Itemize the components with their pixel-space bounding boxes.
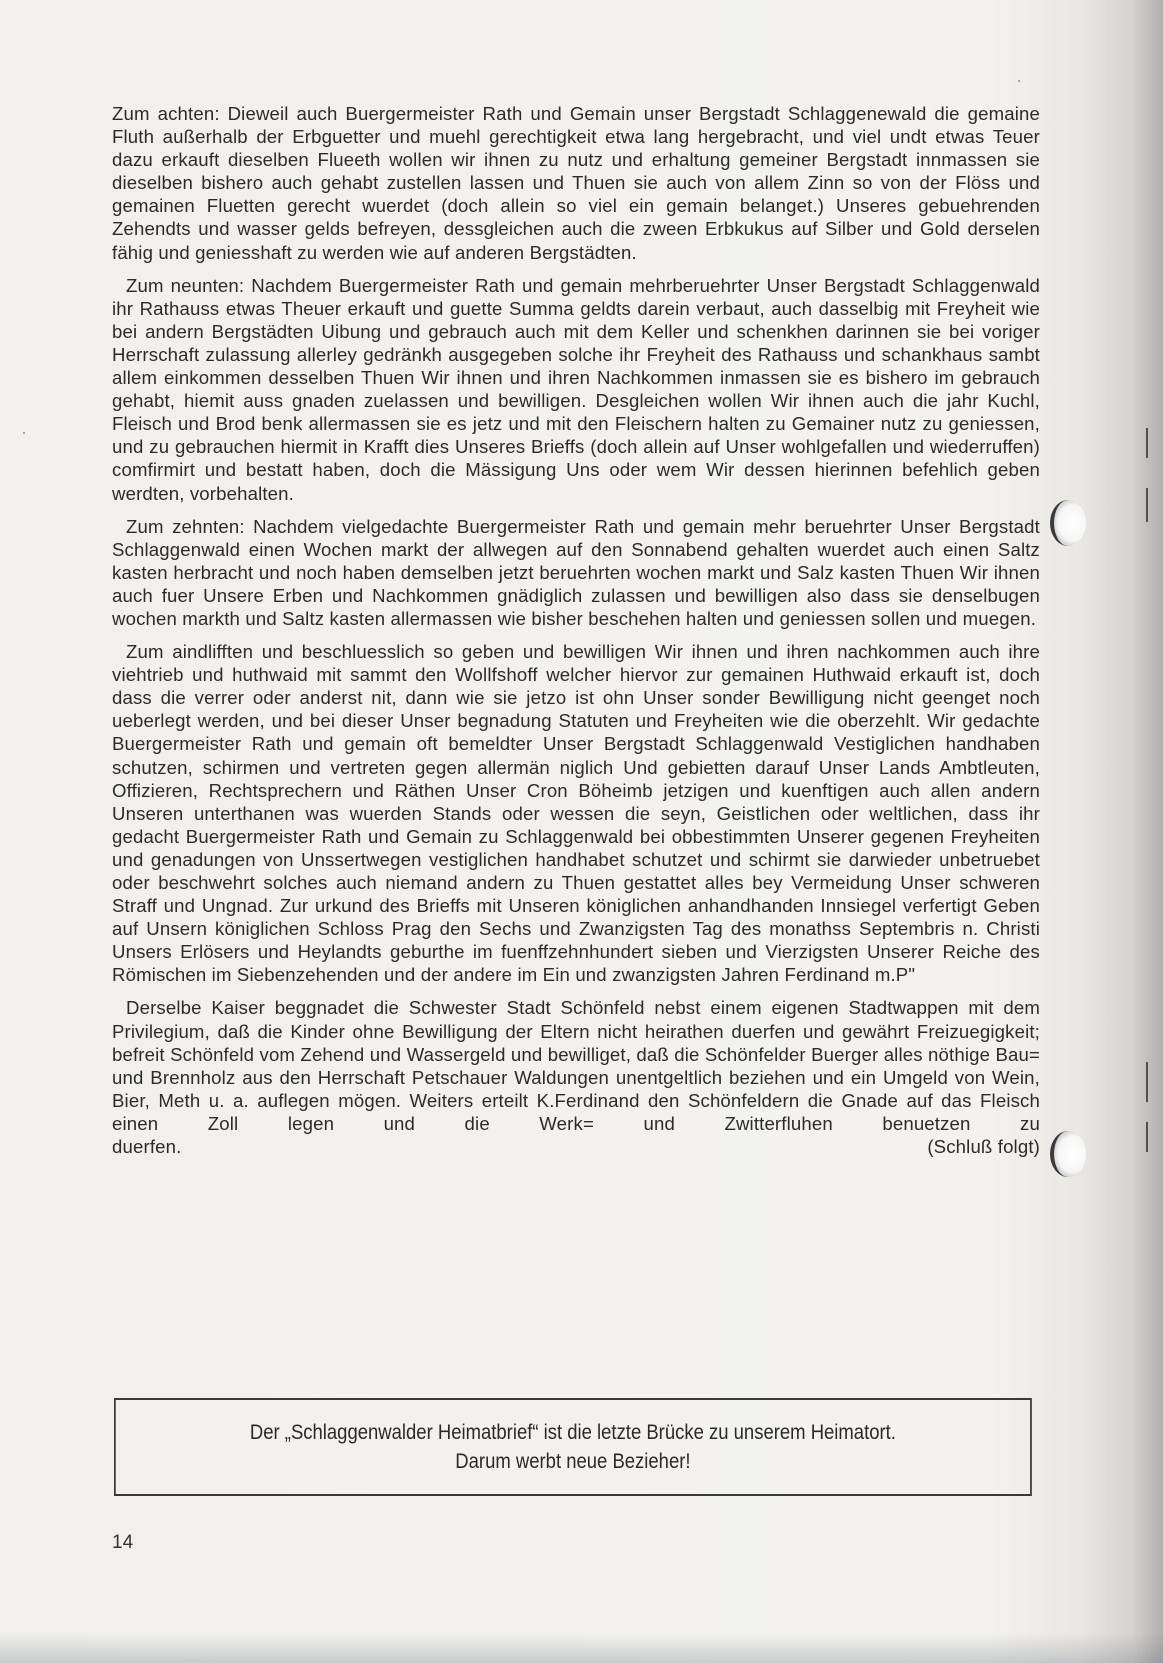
notice-line-1: Der „Schlaggenwalder Heimatbrief“ ist die letzte Brücke zu unserem Heimatort. bbox=[249, 1421, 896, 1444]
paper-fleck bbox=[23, 432, 25, 434]
page-edge-shadow bbox=[1133, 0, 1163, 1663]
paragraph-schoenfeld: Derselbe Kaiser beggnadet die Schwester Stadt Schönfeld nebst einem eigenen Stadtwappen mit dem Privilegium, daß die Kinder ohne Bewilligung der Eltern nicht heirathen duerfen und gewährt Freizuegigkeit; befreit Schönfeld vom Zehend und Wassergeld und bewilliget, daß die Schönfelder Buerger alles nöthige Bau= und Brennholz aus den Herrschaft Petschauer Waldungen unentgeltlich beziehen und ein Umgeld von Wein, Bier, Meth u. a. auflegen mögen. Weiters erteilt K.Ferdinand den Schönfeldern die Gnade auf das Fleisch einen Zoll legen und die Werk= und Zwitterfluhen benuetzen zu bbox=[112, 997, 1040, 1134]
closing-last-word: duerfen. bbox=[112, 1136, 182, 1158]
paragraph-neunten: Zum neunten: Nachdem Buergermeister Rath und gemain mehrberuehrter Unser Bergstadt Schlaggenwald ihr Rathauss etwas Theuer erkauft und guette Summa geldts darein verbaut, auch dasselbig mit Freyheit wie bei andern Bergstädten Uibung und gebrauch auch mit dem Keller und schenkhen darinnen sie bei voriger Herrschaft zulassung allerley gedränkh ausgegeben solche ihr Freyheit des Rathauss und schankhaus sambt allem einkommen desselben Thuen Wir ihnen und ihren Nachkommen inmassen sie es bishero im gebrauch gehabt, hiemit auss gnaden zuelassen und bewilligen. Desgleichen wollen Wir ihnen auch die jahr Kuchl, Fleisch und Brod benk allermassen sie es jetz und mit den Fleischern halten zu Gemainer nutz zu geniessen, und zu gebrauchen hiermit in Krafft dies Unseres Brieffs (doch allein auf Unser wohlgefallen und wiederruffen) comfirmirt und bestatt haben, doch die Mässigung Uns oder wem Wir dessen hierinnen befehlich geben werdten, vorbehalten. bbox=[112, 274, 1040, 504]
subscription-notice-box bbox=[114, 1398, 1032, 1496]
punch-hole-lower bbox=[1050, 1131, 1086, 1177]
punch-hole-upper bbox=[1050, 500, 1086, 546]
page-number: 14 bbox=[112, 1532, 134, 1553]
paper-fleck bbox=[1018, 80, 1020, 82]
paragraph-achten: Zum achten: Dieweil auch Buergermeister Rath und Gemain unser Bergstadt Schlaggenewald die gemaine Fluth außerhalb der Erbguetter und muehl gerechtigkeit etwa lang hergebracht, und viel undt etwas Teuer dazu erkauft dieselben Flueeth wollen wir ihnen zu nutz und erhaltung gemeiner Bergstadt innmassen sie dieselben bishero auch gehabt zustellen lassen und Thuen sie auch von allem Zinn so von der Flöss und gemainen Fluetten gerecht wuerdet (doch allein so viel ein gemain belanget.) Unseres gebuehrenden Zehendts und wasser gelds befreyen, dessgleichen auch die zween Erbkukus auf Silber und Gold derselen fähig und geniesshaft zu werden wie auf anderen Bergstädten. bbox=[112, 103, 1040, 263]
notice-line-2: Darum werbt neue Bezieher! bbox=[455, 1450, 691, 1473]
continued-note: (Schluß folgt) bbox=[927, 1136, 1040, 1158]
article-body bbox=[112, 102, 1040, 1158]
paragraph-zehnten: Zum zehnten: Nachdem vielgedachte Buergermeister Rath und gemain mehr beruehrter Unser Bergstadt Schlaggenwald einen Wochen markt der allwegen auf den Sonnabend gehalten wuerdet auch einen Saltz kasten herbracht und noch haben demselben jetzt beruehrten wochen markt und Salz kasten Thuen Wir ihnen auch fuer Unsere Erben und Nachkommen gnädiglich zulassen und bewilligen also dass sie denselbugen wochen markth und Saltz kasten allermassen wie bisher beschehen halten und geniessen sollen und muegen. bbox=[112, 515, 1040, 629]
paragraph-aindlifften: Zum aindlifften und beschluesslich so geben und bewilligen Wir ihnen und ihren nachkommen auch ihre viehtrieb und huthwaid mit sammt den Wollfshoff welcher hiervor zur gemainen Huthwaid erkauft ist, doch dass die verrer oder anderst nit, dann wie sie jetzo ist ohn Unser sonder Bewilligung nicht geenget noch ueberlegt werden, und bei dieser Unser begnadung Statuten und Freyheiten wie die oberzehlt. Wir gedachte Buergermeister Rath und gemain oft bemeldter Unser Bergstadt Schlaggenwald Vestiglichen handhaben schutzen, schirmen und vertreten gegen allermän niglich Und gebietten darauf Unser Lands Ambtleuten, Offizieren, Rechtsprechern und Räthen Unser Cron Böheimb jetzigen und kuenftigen auch allen andern Unseren unterthanen was wuerden Stands oder wessen die seyn, Geistlichen oder weltlichen, dass ihr gedacht Buergermeister Rath und Gemain zu Schlaggenwald bei obbestimmten Unserer gegenen Freyheiten und genadungen von Unssertwegen vestiglichen handhabet schutzet und schirmt sie darwieder unbetruebet oder beschwehrt solches auch niemand andern zu Thuen gestattet alles bey Vermeidung Unser schweren Straff und Ungnad. Zur urkund des Brieffs mit Unseren königlichen anhandhanden Innsiegel verfertigt Geben auf Unsern königlichen Schloss Prag den Sechs und Zwanzigsten Tag des monathss Septembris n. Christi Unsers Erlösers und Heylandts geburthe im fuenffzehnhundert sieben und Vierzigsten Unserer Reiche des Römischen im Siebenzehenden und der andere im Ein und zwanzigsten Jahren Ferdinand m.P" bbox=[112, 641, 1040, 986]
page-bottom-shadow bbox=[0, 1633, 1163, 1663]
paragraph-closing-row bbox=[112, 1135, 1040, 1158]
